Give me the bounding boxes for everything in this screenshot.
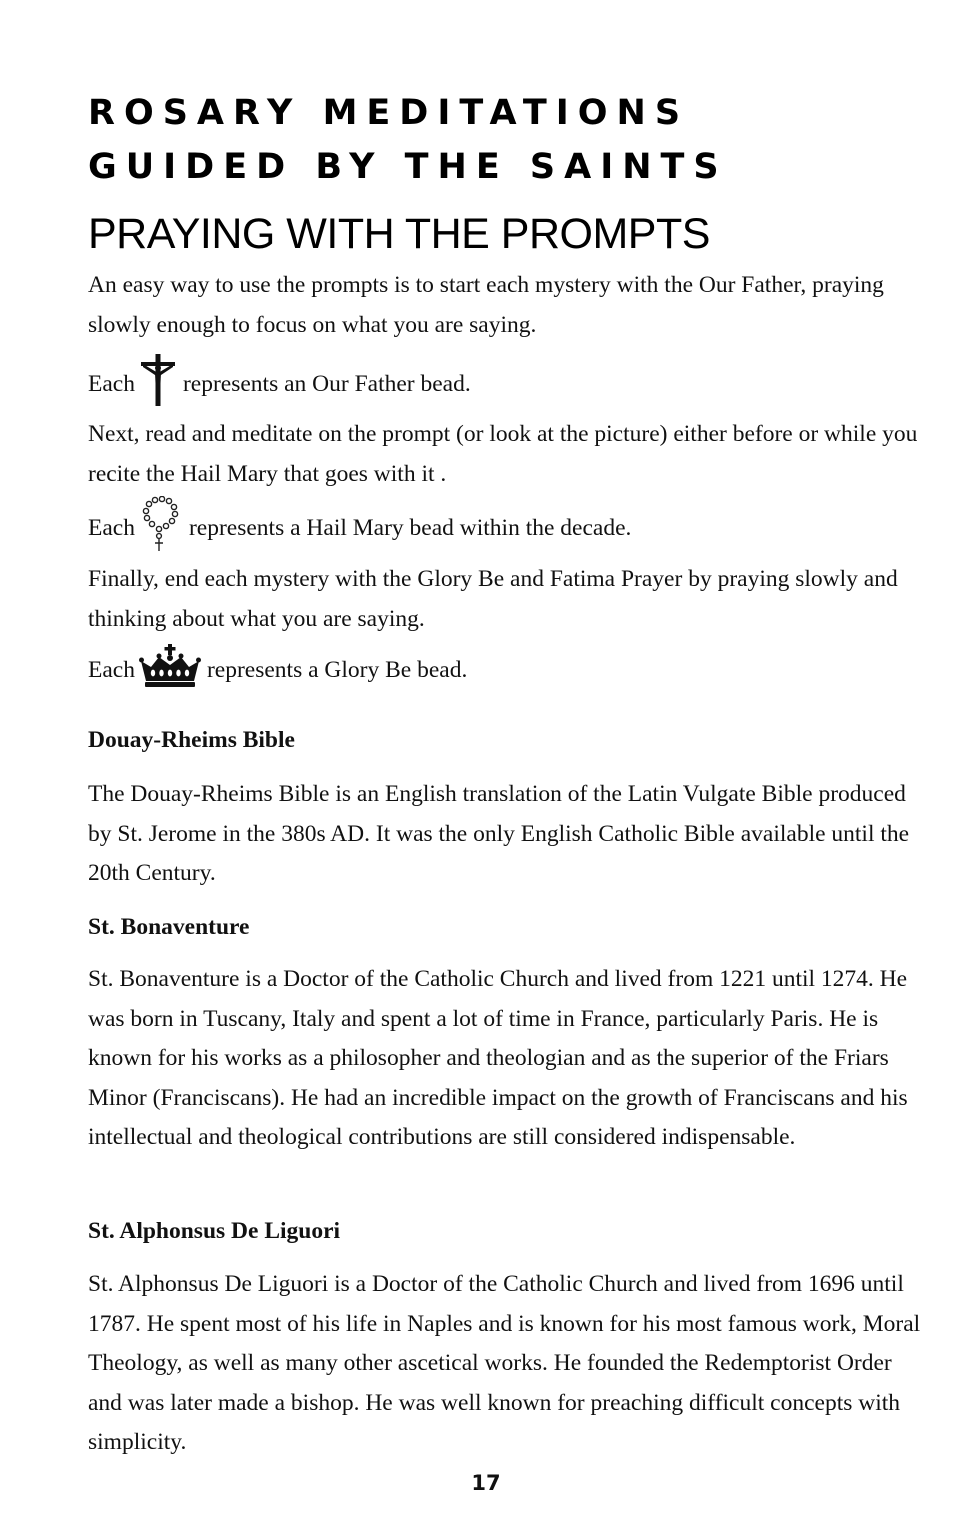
- source-heading-liguori: St. Alphonsus De Liguori: [88, 1218, 341, 1244]
- hail-mary-text: represents a Hail Mary bead within the decade.: [188, 515, 632, 541]
- section-title: PRAYING WITH THE PROMPTS: [88, 210, 710, 258]
- glory-be-text: represents a Glory Be bead.: [206, 657, 468, 683]
- glory-be-legend: [88, 645, 467, 695]
- source-heading-douay-rheims: Douay-Rheims Bible: [88, 727, 295, 753]
- glory-be-prefix: Each: [88, 657, 135, 683]
- hail-mary-prefix: Each: [88, 515, 135, 541]
- book-title: [88, 86, 728, 194]
- rosary-icon: [139, 496, 183, 560]
- source-body-liguori: St. Alphonsus De Liguori is a Doctor of the Catholic Church and lived from 1696 until 1787. He spent most of his life in Naples and is known for his most famous work, Moral Theology, as well as many other ascetical works. He founded the Redemptorist Order and was later made a bishop. He was well known for preaching difficult concepts with simplicity.: [88, 1271, 921, 1455]
- book-title-line-2: GUIDED BY THE SAINTS: [88, 147, 728, 187]
- glory-be-paragraph: Finally, end each mystery with the Glory Be and Fatima Prayer by praying slowly and thinking about what you are saying.: [88, 566, 898, 632]
- source-body-bonaventure: St. Bonaventure is a Doctor of the Catholic Church and lived from 1221 until 1274. He was born in Tuscany, Italy and spent a lot of time in France, particularly Paris. He is known for his works as a philosopher and theologian and as the superior of the Friars Minor (Franciscans). He had an incredible impact on the growth of Franciscans and his intellectual and theological contributions are still considered indispensable.: [88, 966, 908, 1150]
- page-number: 17: [471, 1471, 501, 1495]
- our-father-legend: [88, 357, 471, 411]
- hail-mary-legend: [88, 500, 631, 556]
- our-father-text: represents an Our Father bead.: [182, 371, 471, 397]
- crucifix-icon: [139, 353, 177, 415]
- source-heading-bonaventure: St. Bonaventure: [88, 914, 250, 940]
- hail-mary-paragraph: Next, read and meditate on the prompt (or look at the picture) either before or while you recite the Hail Mary that goes with it .: [88, 421, 918, 487]
- intro-paragraph: An easy way to use the prompts is to start each mystery with the Our Father, praying slowly enough to focus on what you are saying.: [88, 272, 884, 338]
- crown-icon: [139, 643, 201, 697]
- source-body-douay-rheims: The Douay-Rheims Bible is an English translation of the Latin Vulgate Bible produced by St. Jerome in the 380s AD. It was the only English Catholic Bible available until the 20th Century.: [88, 781, 910, 886]
- book-title-line-1: ROSARY MEDITATIONS: [88, 93, 690, 133]
- our-father-prefix: Each: [88, 371, 135, 397]
